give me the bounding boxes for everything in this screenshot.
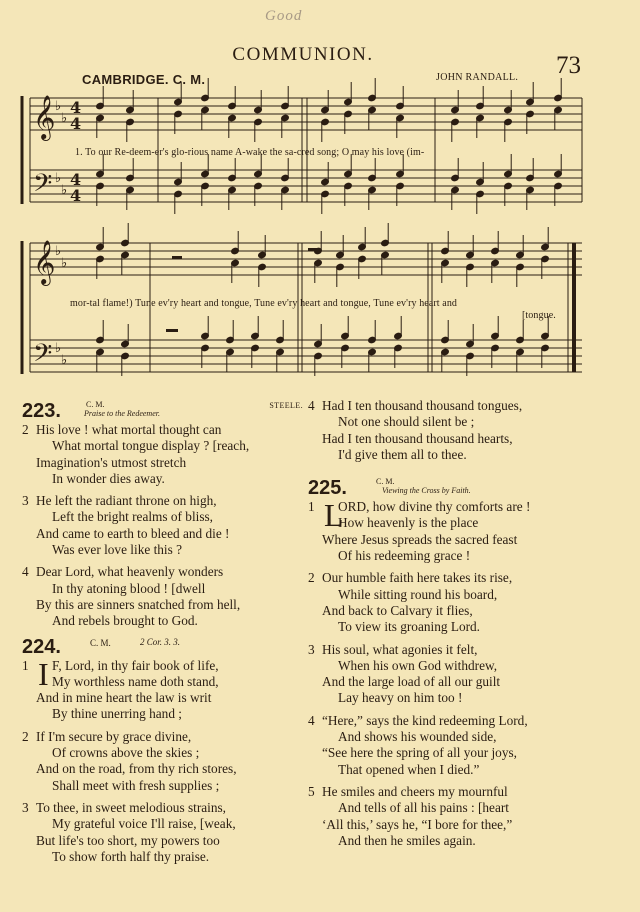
verse-line — [22, 706, 307, 722]
verse-text: When his own God withdrew, — [338, 657, 498, 673]
verse-text: Of his redeeming grace ! — [338, 548, 471, 564]
verse-text: By thine unerring hand ; — [52, 706, 182, 722]
lyric-line: 1. To our Re-deem-er's glo-rious name A-wake the sa-cred song; O may his love (im- — [75, 147, 425, 158]
section-title: COMMUNION. — [232, 44, 374, 65]
hymn-number: 224. — [22, 635, 61, 658]
verse-line — [22, 438, 307, 454]
verse-number: 3 — [308, 641, 315, 657]
verse-line — [22, 745, 307, 761]
verse-line — [22, 455, 307, 471]
verse-line — [22, 849, 307, 865]
verse-text: F, Lord, in thy fair book of life, — [52, 657, 219, 673]
verse-text: In thy atoning blood ! [dwell — [52, 580, 206, 596]
hymn-meter: C. M. — [86, 400, 105, 409]
verse-text: And came to earth to bleed and die ! — [36, 525, 230, 541]
verse-number: 4 — [308, 398, 315, 413]
hymn-verses — [308, 398, 593, 463]
composer-name: JOHN RANDALL. — [436, 72, 519, 83]
verse-text: Imagination's utmost stretch — [36, 454, 187, 470]
verse-line — [308, 603, 593, 619]
verse-line — [22, 597, 307, 613]
hymn-header — [22, 634, 307, 658]
right-column — [308, 398, 593, 849]
verse-line — [22, 816, 307, 832]
verse-line — [22, 581, 307, 597]
staff-bass-2 — [30, 340, 582, 372]
flat-icon: ♭ — [55, 341, 62, 356]
verse-text: Had I ten thousand thousand tongues, — [322, 398, 523, 413]
verse-line — [22, 778, 307, 794]
verse-text: Shall meet with fresh supplies ; — [52, 777, 220, 793]
bass-clef-icon: 𝄢 — [33, 339, 53, 374]
staff-treble-1 — [30, 98, 582, 130]
verse-text: To view its groaning Lord. — [338, 619, 480, 635]
verse-text: In wonder dies away. — [52, 470, 165, 486]
hymn-verses — [308, 499, 593, 849]
verse-line — [22, 542, 307, 558]
verse-line — [22, 493, 307, 509]
verse-text: If I'm secure by grace divine, — [36, 728, 192, 744]
verse-line — [22, 690, 307, 706]
treble-clef-icon: 𝄞 — [33, 95, 56, 139]
verse-text: ‘All this,’ says he, “I bore for thee,” — [322, 816, 513, 832]
verse-number: 2 — [22, 728, 29, 744]
verse-text: And back to Calvary it flies, — [322, 602, 473, 618]
verse-number: 2 — [308, 570, 315, 586]
verse-text: I'd give them all to thee. — [338, 446, 467, 462]
verse-line — [22, 729, 307, 745]
verse-text: To show forth half thy praise. — [52, 848, 210, 864]
verse-line — [308, 833, 593, 849]
flat-icon: ♭ — [55, 244, 62, 259]
rest-icon — [172, 256, 182, 259]
flat-icon: ♭ — [61, 183, 68, 198]
flat-icon: ♭ — [55, 171, 62, 186]
verse-text: He smiles and cheers my mournful — [322, 783, 508, 799]
verse-text: “Here,” says the kind redeeming Lord, — [322, 712, 528, 728]
note-heads — [96, 78, 563, 376]
verse-text: Was ever love like this ? — [52, 542, 183, 558]
hymn-verses — [22, 655, 307, 866]
pencil-annotation: Good — [265, 8, 303, 24]
verse-line — [308, 548, 593, 564]
hymn-header — [308, 475, 593, 499]
verse-text: And the large load of all our guilt — [322, 674, 501, 690]
hymn-number: 223. — [22, 400, 61, 422]
verse-text: And in mine heart the law is writ — [36, 690, 212, 706]
tune-name: CAMBRIDGE. C. M. — [82, 72, 206, 87]
verse-text: And on the road, from thy rich stores, — [36, 761, 237, 777]
verse-line — [22, 564, 307, 580]
flat-icon: ♭ — [55, 99, 62, 114]
verse-line — [308, 817, 593, 833]
verse-text: His love ! what mortal thought can — [36, 422, 222, 437]
verse-line — [308, 658, 593, 674]
verse-text: How heavenly is the place — [338, 515, 479, 531]
verse-line — [308, 674, 593, 690]
verse-text: And rebels brought to God. — [52, 613, 198, 629]
verse-line — [308, 729, 593, 745]
verse-line — [22, 761, 307, 777]
verse-text: And then he smiles again. — [338, 832, 476, 848]
verse-line — [308, 532, 593, 548]
hymn-meter: C. M. — [90, 637, 111, 648]
verse-line — [22, 658, 307, 674]
verse-number: 3 — [22, 493, 29, 509]
verse-line — [308, 690, 593, 706]
hymn-subject: Viewing the Cross by Faith. — [382, 486, 471, 496]
verse-text: But life's too short, my powers too — [36, 832, 220, 848]
verse-line — [22, 674, 307, 690]
hymn-meter: C. M. — [376, 477, 395, 487]
verse-line — [308, 784, 593, 800]
hymn-verses-with-dropcap — [308, 499, 593, 849]
verse-text: What mortal tongue display ? [reach, — [52, 438, 250, 454]
verse-line — [22, 613, 307, 629]
verse-text: And shows his wounded side, — [338, 729, 497, 745]
verse-line — [308, 762, 593, 778]
verse-line — [308, 642, 593, 658]
time-signature: 4 — [70, 114, 82, 133]
drop-cap: I — [38, 655, 49, 692]
verse-line — [308, 447, 593, 463]
verse-number: 4 — [22, 564, 29, 580]
verse-number: 3 — [22, 799, 29, 815]
verse-text: By this are sinners snatched from hell, — [36, 596, 241, 612]
verse-number: 5 — [308, 783, 315, 799]
verse-line — [22, 422, 307, 438]
verse-line — [308, 745, 593, 761]
verse-number: 1 — [22, 657, 29, 673]
hymn-verses — [22, 422, 307, 630]
bass-clef-icon: 𝄢 — [33, 169, 53, 204]
staff-bass-1 — [30, 170, 582, 202]
rest-icon — [308, 248, 318, 251]
verse-line — [308, 587, 593, 603]
verse-text: He left the radiant throne on high, — [36, 493, 217, 509]
hymn-author: STEELE. — [269, 401, 303, 410]
verse-number: 1 — [308, 499, 315, 515]
lyric-line: mor-tal flame!) Tune ev'ry heart and tongue, Tune ev'ry heart and tongue, Tune ev'ry heart and — [70, 298, 458, 309]
verse-text: Where Jesus spreads the sacred feast — [322, 531, 518, 547]
verse-text: Of crowns above the skies ; — [52, 745, 200, 761]
verse-text: His soul, what agonies it felt, — [322, 641, 478, 657]
verse-line — [22, 833, 307, 849]
music-score — [0, 0, 640, 395]
verse-line — [308, 570, 593, 586]
verse-text: “See here the spring of all your joys, — [322, 745, 517, 761]
hymn-number: 225. — [308, 477, 347, 500]
verse-text: Lay heavy on him too ! — [338, 690, 463, 706]
left-column — [22, 398, 307, 865]
verse-text: Had I ten thousand thousand hearts, — [322, 430, 513, 446]
drop-cap: L — [324, 497, 344, 534]
verse-text: ORD, how divine thy comforts are ! — [338, 499, 531, 515]
verse-line — [22, 526, 307, 542]
verse-line — [308, 515, 593, 531]
hymn-verses-with-dropcap — [22, 655, 307, 866]
verse-line — [308, 431, 593, 447]
verse-text: My grateful voice I'll raise, [weak, — [52, 816, 236, 832]
flat-icon: ♭ — [61, 111, 68, 126]
verse-text: While sitting round his board, — [338, 586, 498, 602]
verse-text: Dear Lord, what heavenly wonders — [36, 564, 224, 580]
verse-line — [22, 800, 307, 816]
verse-line — [22, 509, 307, 525]
verse-text: To thee, in sweet melodious strains, — [36, 799, 226, 815]
hymn-subject: Praise to the Redeemer. — [84, 409, 160, 418]
verse-line — [308, 398, 593, 414]
hymn-scripture: 2 Cor. 3. 3. — [140, 636, 181, 647]
rest-icon — [166, 329, 178, 332]
verse-number: 2 — [22, 422, 29, 437]
hymn-header — [22, 398, 307, 422]
flat-icon: ♭ — [61, 353, 68, 368]
verse-text: Left the bright realms of bliss, — [52, 509, 214, 525]
time-signature: 4 — [70, 98, 82, 117]
verse-text: My worthless name doth stand, — [52, 673, 219, 689]
treble-clef-icon: 𝄞 — [33, 240, 56, 284]
verse-line — [308, 800, 593, 816]
verse-text: Our humble faith here takes its rise, — [322, 570, 513, 586]
verse-number: 4 — [308, 712, 315, 728]
lyric-line: [tongue. — [522, 310, 556, 321]
verse-text: And tells of all his pains : [heart — [338, 800, 509, 816]
verse-text: That opened when I died.” — [338, 761, 480, 777]
verse-text: Not one should silent be ; — [338, 414, 475, 430]
verse-line — [308, 499, 593, 515]
time-signature: 4 — [70, 186, 82, 205]
flat-icon: ♭ — [61, 256, 68, 271]
page-number: 73 — [556, 52, 581, 79]
staff-treble-2 — [30, 243, 582, 275]
verse-line — [308, 619, 593, 635]
verse-line — [22, 471, 307, 487]
verse-line — [308, 414, 593, 430]
verse-line — [308, 713, 593, 729]
time-signature: 4 — [70, 170, 82, 189]
